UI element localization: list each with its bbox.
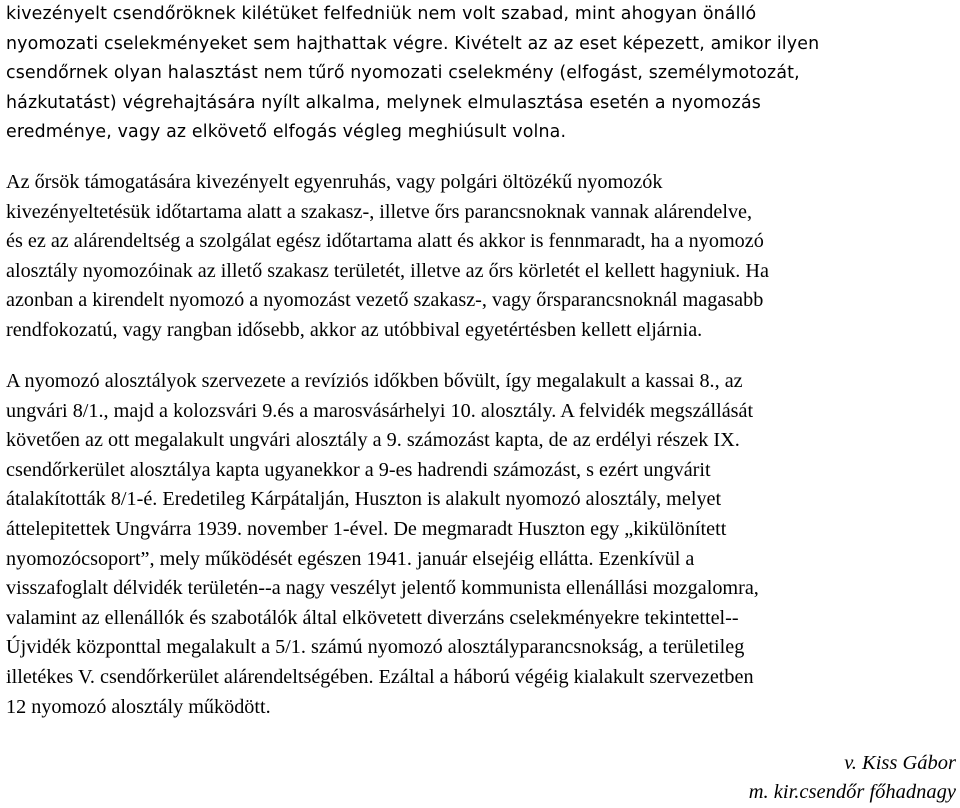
paragraph-3: [6, 367, 759, 722]
paragraph-line: nyomozati cselekményeket sem hajthattak végre. Kivételt az az eset képezett, amikor ilyen: [6, 33, 820, 54]
paragraph-line: eredménye, vagy az elkövető elfogás végleg meghiúsult volna.: [6, 122, 567, 142]
paragraph-line: A nyomozó alosztályok szervezete a revíziós időkben bővült, így megalakult a kassai 8., az: [6, 370, 743, 392]
signature-name: v. Kiss Gábor: [844, 752, 956, 774]
paragraph-line: átalakították 8/1-é. Eredetileg Kárpátalján, Huszton is alakult nyomozó alosztály, melyet: [6, 488, 722, 511]
paragraph-line: csendőrnek olyan halasztást nem tűrő nyomozati cselekmény (elfogást, személymotozát,: [6, 63, 800, 83]
paragraph-line: 12 nyomozó alosztály működött.: [6, 695, 271, 718]
paragraph-line: kivezényeltetésük időtartama alatt a szakasz-, illetve őrs parancsnoknak vannak alárendelve,: [6, 200, 753, 223]
paragraph-line: kivezényelt csendőröknek kilétüket felfedniük nem volt szabad, mint ahogyan önálló: [6, 4, 757, 24]
paragraph-line: és ez az alárendeltség a szolgálat egész időtartama alatt és akkor is fennmaradt, ha a nyomozó: [6, 230, 764, 253]
paragraph-2: [6, 168, 769, 346]
paragraph-line: valamint az ellenállók és szabotálók által elkövetett diverzáns cselekményekre tekintettel--: [6, 606, 739, 629]
paragraph-line: házkutatást) végrehajtására nyílt alkalma, melynek elmulasztása esetén a nyomozás: [6, 92, 761, 113]
paragraph-line: visszafoglalt délvidék területén--a nagy veszélyt jelentő kommunista ellenállási mozgalomra,: [6, 577, 759, 600]
paragraph-line: Újvidék központtal megalakult a 5/1. számú nyomozó alosztályparancsnokság, a területileg: [6, 636, 745, 659]
paragraph-line: csendőrkerület alosztálya kapta ugyanekkor a 9-es hadrendi számozást, s ezért ungvárit: [6, 458, 711, 481]
paragraph-line: követően az ott megalakult ungvári alosztály a 9. számozást kapta, de az erdélyi részek IX.: [6, 429, 740, 452]
paragraph-line: illetékes V. csendőrkerület alárendeltségében. Ezáltal a háború végéig kialakult szervezetben: [6, 665, 754, 688]
paragraph-line: nyomozócsoport”, mely működését egészen 1941. január elsejéig ellátta. Ezenkívül a: [6, 547, 695, 570]
paragraph-line: azonban a kirendelt nyomozó a nyomozást vezető szakasz-, vagy őrsparancsnoknál magasabb: [6, 289, 764, 312]
paragraph-line: áttelepitettek Ungvárra 1939. november 1-ével. De megmaradt Huszton egy „kikülönített: [6, 517, 727, 540]
signature-title: m. kir.csendőr főhadnagy: [748, 781, 956, 803]
paragraph-1: [6, 0, 819, 148]
paragraph-line: ungvári 8/1., majd a kolozsvári 9.és a marosvásárhelyi 10. alosztály. A felvidék megszállását: [6, 399, 754, 422]
paragraph-line: Az őrsök támogatására kivezényelt egyenruhás, vagy polgári öltözékű nyomozók: [6, 171, 663, 193]
paragraph-line: alosztály nyomozóinak az illető szakasz területét, illetve az őrs körletét el kellett hagyniuk. Ha: [6, 259, 769, 282]
paragraph-line: rendfokozatú, vagy rangban idősebb, akkor az utóbbival egyetértésben kellett eljárnia.: [6, 318, 703, 341]
